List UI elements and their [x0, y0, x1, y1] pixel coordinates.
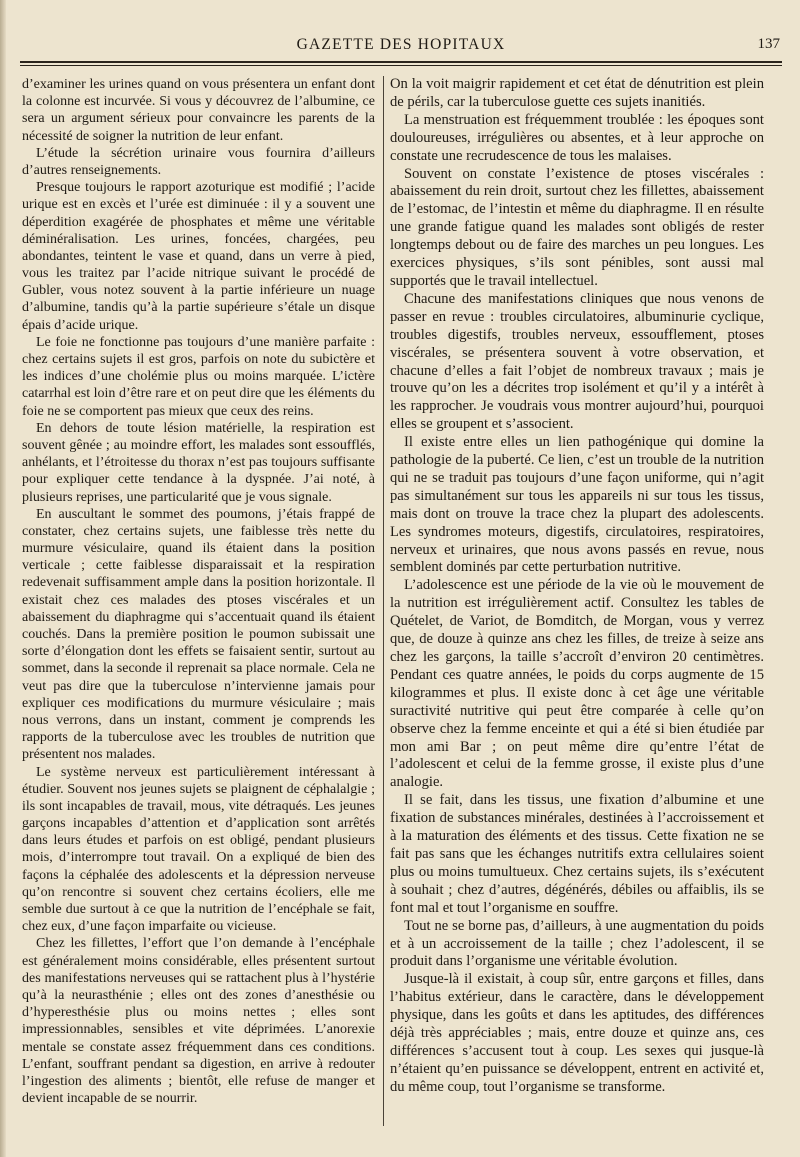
paragraph: d’examiner les urines quand on vous présentera un enfant dont la colonne est incurvée. Si vous y découvrez de l’albumine, ce sera un argument sérieux pour convaincre les parents de la nécessité de soigner la nutrition de leur enfant.: [22, 77, 375, 144]
paragraph: Le foie ne fonctionne pas toujours d’une manière parfaite : chez certains sujets il est gros, parfois on note du subictère et les indices d’une cholémie plus ou moins marquée. L’ictère catarrhal est loin d’être rare et on peut dire que les éléments du foie ne se comportent pas mieux que ceux des reins.: [22, 334, 375, 419]
paragraph: Tout ne se borne pas, d’ailleurs, à une augmentation du poids et à un accroissement de la taille ; chez l’adolescent, il se produit dans l’organisme une véritable évolution.: [390, 917, 764, 970]
paragraph: L’étude la sécrétion urinaire vous fournira d’ailleurs d’autres renseignements.: [22, 145, 375, 178]
header-rule-thin: [20, 65, 782, 66]
paragraph: Souvent on constate l’existence de ptoses viscérales : abaissement du rein droit, surtout chez les fillettes, abaissement de l’estomac, de l’intestin et même du diaphragme. Il en résulte une grande fatigue quand les malades sont obligés de rester longtemps debout ou de faire des marches un peu longues. Les exercices physiques, s’ils sont pénibles, sont aussi mal supportés que le travail intellectuel.: [390, 165, 764, 289]
paragraph: En dehors de toute lésion matérielle, la respiration est souvent gênée ; au moindre effort, les malades sont essoufflés, anhélants, et l’étroitesse du thorax n’est pas toujours suffisante pour expliquer cette tendance à la dyspnée. J’ai noté, à plusieurs reprises, une particularité que je vous signale.: [22, 420, 375, 505]
paragraph: Il existe entre elles un lien pathogénique qui domine la pathologie de la puberté. Ce lien, c’est un trouble de la nutrition qui ne se traduit pas toujours d’une façon uniforme, qui n’agit pas simultanément sur tous les appareils ni sur tous les tissus, mais dont on trouve la trace chez la plupart des adolescents. Les syndromes moteurs, digestifs, circulatoires, respiratoires, nerveux et urinaires, que nous avons passés en revue, nous semblent dominés par cette perturbation nutritive.: [390, 434, 764, 576]
paragraph: On la voit maigrir rapidement et cet état de dénutrition est plein de périls, car la tuberculose guette ces sujets inanitiés.: [390, 76, 764, 110]
column-divider: [383, 76, 384, 1126]
page-header: [20, 36, 782, 62]
paragraph: Il se fait, dans les tissus, une fixation d’albumine et une fixation de substances minérales, destinées à l’accroissement et à la maturation des éléments et des tissus. Cette fixation ne se fait pas sans que les échanges nutritifs extra cellulaires soient plus ou moins tumultueux. Chez certains sujets, ils s’exécutent à souhait ; chez d’autres, dégénérés, débiles ou affaiblis, ils se font mal et tout l’organisme en souffre.: [390, 792, 764, 916]
paragraph: Chez les fillettes, l’effort que l’on demande à l’encéphale est généralement moins considérable, elles présentent surtout des manifestations nerveuses qui se rattachent plus à l’hystérie qu’à la neurasthénie ; elles ont des zones d’anesthésie ou d’hyperesthésie plus ou moins nettes ; elles sont impressionnables, sensibles et vite déprimées. L’anorexie mentale se constate assez fréquemment dans ces conditions. L’enfant, souffrant pendant sa digestion, en arrive à redouter l’ingestion des aliments ; bientôt, elle refuse de manger et devient incapable de se nourrir.: [22, 936, 375, 1107]
paragraph: L’adolescence est une période de la vie où le mouvement de la nutrition est irrégulièrement actif. Consultez les tables de Quételet, de Variot, de Bomditch, de Morgan, vous y verrez que, de douze à quinze ans chez les filles, de treize à seize ans chez les garçons, la taille s’accroît d’environ 20 centimètres. Pendant ces quatre années, le poids du corps augmente de 15 kilogrammes et plus. Il existe donc à cet âge une véritable suractivité nutritive qui peut être comparée à celle qu’on observe chez la femme enceinte et qui a été si bien étudiée par mon ami Bar ; on peut même dire qu’entre l’état de l’adolescent et celui de la femme grosse, il existe plus d’une analogie.: [390, 577, 764, 791]
header-rule-thick: [20, 61, 782, 63]
page-number: 137: [757, 36, 780, 52]
paragraph: La menstruation est fréquemment troublée : les époques sont douloureuses, irrégulières ou absentes, et à leur approche on constate une recrudescence de tous les malaises.: [390, 111, 764, 164]
paragraph: En auscultant le sommet des poumons, j’étais frappé de constater, chez certains sujets, une faiblesse très nette du murmure vésiculaire, quand ils étaient dans la position verticale ; cette faiblesse disparaissait et la respiration redevenait suffisamment ample dans la position horizontale. Il existait chez ces malades des ptoses viscérales et un abaissement du diaphragme qui s’accentuait quand ils étaient couchés. Dans la première position le poumon subissait une sorte d’élongation dont les effets se faisaient sentir, surtout au sommet, dans la seconde il reprenait sa place normale. Cela ne veut pas dire que la tuberculose n’intervienne jamais pour expliquer ces modifications du murmure vésiculaire ; mais nous verrons, dans un instant, comment je comprends les rapports de la tuberculose avec les troubles de nutrition que présentent nos malades.: [22, 506, 375, 763]
paragraph: Chacune des manifestations cliniques que nous venons de passer en revue : troubles circulatoires, albuminurie cyclique, troubles digestifs, troubles nerveux, essoufflement, ptoses viscérales, se présentera souvent à votre observation, et chacune d’elles a fait l’objet de nombreux travaux ; mais je trouve qu’on les a décrites trop isolément et qu’il y a intérêt à les rapprocher. Je voudrais vous montrer aujourd’hui, pourquoi elles se groupent et s’associent.: [390, 290, 764, 433]
left-text-column: [22, 76, 375, 1107]
right-text-column: [390, 76, 764, 1097]
page-edge-shadow: [0, 0, 6, 1157]
paragraph: Jusque-là il existait, à coup sûr, entre garçons et filles, dans l’habitus extérieur, dans le caractère, dans le développement physique, dans les goûts et dans les aptitudes, des différences déjà très appréciables ; mais, entre douze et quinze ans, ces différences s’accusent tout à coup. Les sexes qui jusque-là n’étaient qu’en puissance se développent, entrent en activité et, du même coup, tout l’organisme se transforme.: [390, 971, 764, 1095]
running-title: GAZETTE DES HOPITAUX: [296, 36, 506, 53]
paragraph: Le système nerveux est particulièrement intéressant à étudier. Souvent nos jeunes sujets se plaignent de céphalalgie ; ils sont incapables de travail, mous, vite détraqués. Les jeunes garçons incapables d’attention et d’application sont arrêtés dans leurs études et parfois on est obligé, pendant plusieurs mois, d’interrompre tout travail. On a expliqué de bien des façons la céphalée des adolescents et la dépression nerveuse qu’on rencontre si souvent chez certains écoliers, elle me semble due surtout à ce que la nutrition de l’encéphale se fait, chez eux, d’une façon imparfaite ou vicieuse.: [22, 764, 375, 935]
paragraph: Presque toujours le rapport azoturique est modifié ; l’acide urique est en excès et l’urée est diminuée : il y a souvent une déperdition exagérée de phosphates et même une véritable déminéralisation. Les urines, foncées, chargées, peu abondantes, teintent le vase et quand, dans un verre à pied, vous les traitez par l’acide nitrique suivant le procédé de Gubler, vous notez souvent à la partie inférieure un nuage d’albumine, tandis qu’à la partie supérieure s’étale un disque épais d’acide urique.: [22, 180, 375, 333]
